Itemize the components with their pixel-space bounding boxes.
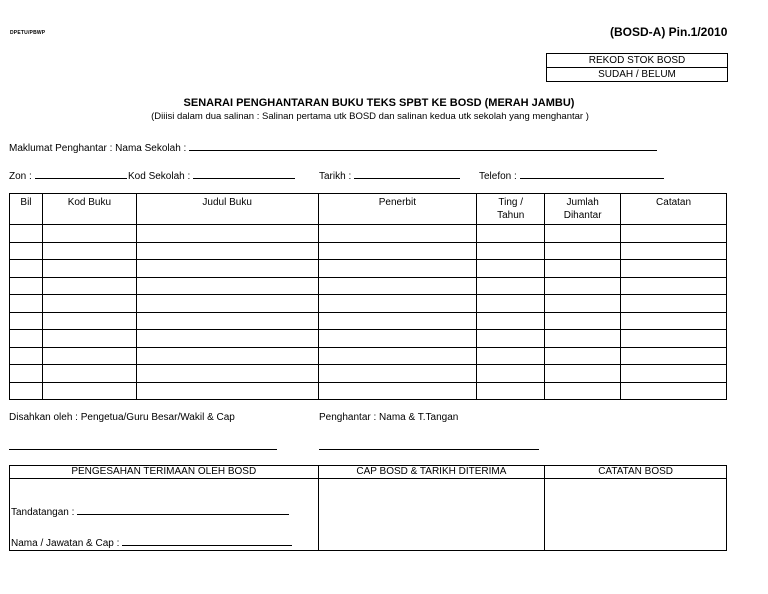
- table-cell[interactable]: [136, 295, 318, 313]
- table-cell[interactable]: [621, 365, 727, 383]
- table-row: [10, 382, 727, 400]
- table-cell[interactable]: [477, 277, 545, 295]
- table-cell[interactable]: [136, 312, 318, 330]
- table-cell[interactable]: [10, 347, 43, 365]
- table-cell[interactable]: [318, 382, 477, 400]
- table-cell[interactable]: [621, 347, 727, 365]
- table-cell[interactable]: [136, 330, 318, 348]
- table-cell[interactable]: [545, 347, 621, 365]
- tarikh-label: Tarikh :: [319, 171, 352, 182]
- table-header-row: [10, 194, 727, 225]
- table-cell[interactable]: [42, 260, 136, 278]
- table-cell[interactable]: [136, 365, 318, 383]
- table-row: [10, 295, 727, 313]
- tandatangan-line[interactable]: [77, 505, 289, 515]
- table-cell[interactable]: [621, 225, 727, 243]
- table-cell[interactable]: [621, 277, 727, 295]
- table-cell[interactable]: [318, 225, 477, 243]
- table-cell[interactable]: [42, 365, 136, 383]
- stock-status-label: SUDAH / BELUM: [547, 67, 727, 81]
- table-cell[interactable]: [42, 277, 136, 295]
- table-row: [10, 225, 727, 243]
- table-cell[interactable]: [477, 382, 545, 400]
- table-cell[interactable]: [136, 260, 318, 278]
- table-cell[interactable]: [42, 382, 136, 400]
- table-cell[interactable]: [545, 260, 621, 278]
- table-cell[interactable]: [477, 365, 545, 383]
- kod-sekolah-line[interactable]: [193, 169, 295, 179]
- bosd-stamp-header: CAP BOSD & TARIKH DITERIMA: [318, 466, 545, 479]
- table-cell[interactable]: [545, 295, 621, 313]
- column-header-judul-buku: Judul Buku: [136, 194, 318, 225]
- table-row: [10, 260, 727, 278]
- column-header-jumlah-dihantar: Jumlah Dihantar: [545, 194, 621, 225]
- table-cell[interactable]: [10, 260, 43, 278]
- column-header-bil: Bil: [10, 194, 43, 225]
- table-cell[interactable]: [621, 295, 727, 313]
- table-row: [10, 312, 727, 330]
- bosd-body-row: [10, 479, 727, 551]
- zon-line[interactable]: [35, 169, 127, 179]
- table-cell[interactable]: [621, 242, 727, 260]
- table-cell[interactable]: [477, 347, 545, 365]
- form-code: DPETU/PBWP: [10, 30, 46, 36]
- table-cell[interactable]: [10, 277, 43, 295]
- telefon-field: [479, 169, 664, 182]
- table-cell[interactable]: [318, 312, 477, 330]
- table-cell[interactable]: [318, 242, 477, 260]
- disahkan-label: Disahkan oleh : Pengetua/Guru Besar/Wakil & Cap: [9, 412, 235, 423]
- tandatangan-label: Tandatangan :: [11, 507, 75, 518]
- table-cell[interactable]: [545, 330, 621, 348]
- table-cell[interactable]: [10, 295, 43, 313]
- table-cell[interactable]: [10, 382, 43, 400]
- table-cell[interactable]: [318, 295, 477, 313]
- stock-record-box: [546, 53, 728, 82]
- table-cell[interactable]: [477, 260, 545, 278]
- column-header-penerbit: Penerbit: [318, 194, 477, 225]
- table-cell[interactable]: [477, 312, 545, 330]
- bosd-notes-cell[interactable]: [545, 479, 727, 551]
- column-header-ting-tahun: Ting / Tahun: [477, 194, 545, 225]
- sender-school-row: [9, 141, 657, 154]
- bosd-confirmation-table: [9, 465, 727, 551]
- bosd-header-row: [10, 466, 727, 479]
- stock-record-label: REKOD STOK BOSD: [588, 55, 686, 66]
- document-subtitle: (Diiisi dalam dua salinan : Salinan pertama utk BOSD dan salinan kedua utk sekolah yang menghantar ): [151, 111, 589, 122]
- table-cell[interactable]: [545, 312, 621, 330]
- table-cell[interactable]: [318, 330, 477, 348]
- table-cell[interactable]: [10, 242, 43, 260]
- nama-jawatan-line[interactable]: [122, 536, 292, 546]
- sender-school-label: Maklumat Penghantar : Nama Sekolah :: [9, 143, 187, 154]
- table-cell[interactable]: [621, 330, 727, 348]
- table-cell[interactable]: [42, 330, 136, 348]
- kod-sekolah-field: [128, 169, 295, 182]
- table-cell[interactable]: [42, 295, 136, 313]
- table-cell[interactable]: [136, 277, 318, 295]
- school-name-line[interactable]: [189, 141, 657, 151]
- disahkan-signature-line[interactable]: [9, 449, 277, 450]
- table-cell[interactable]: [136, 242, 318, 260]
- table-cell[interactable]: [318, 365, 477, 383]
- tarikh-field: [319, 169, 460, 182]
- table-cell[interactable]: [10, 330, 43, 348]
- penghantar-signature-line[interactable]: [319, 449, 539, 450]
- telefon-label: Telefon :: [479, 171, 517, 182]
- table-row: [10, 242, 727, 260]
- table-cell[interactable]: [621, 260, 727, 278]
- tarikh-line[interactable]: [354, 169, 460, 179]
- table-cell[interactable]: [477, 242, 545, 260]
- tandatangan-field: [11, 505, 289, 518]
- table-cell[interactable]: [545, 365, 621, 383]
- table-cell[interactable]: [477, 330, 545, 348]
- table-cell[interactable]: [545, 382, 621, 400]
- document-title: SENARAI PENGHANTARAN BUKU TEKS SPBT KE BOSD (MERAH JAMBU): [183, 97, 575, 109]
- table-cell[interactable]: [621, 382, 727, 400]
- table-cell[interactable]: [136, 225, 318, 243]
- table-cell[interactable]: [477, 225, 545, 243]
- nama-jawatan-field: [11, 536, 292, 549]
- column-header-kod-buku: Kod Buku: [42, 194, 136, 225]
- nama-jawatan-label: Nama / Jawatan & Cap :: [11, 538, 120, 549]
- table-row: [10, 330, 727, 348]
- bosd-confirmation-header: PENGESAHAN TERIMAAN OLEH BOSD: [10, 466, 319, 479]
- table-cell[interactable]: [545, 277, 621, 295]
- table-row: [10, 277, 727, 295]
- table-row: [10, 347, 727, 365]
- table-cell[interactable]: [42, 347, 136, 365]
- table-cell[interactable]: [10, 365, 43, 383]
- table-cell[interactable]: [42, 225, 136, 243]
- table-cell[interactable]: [10, 225, 43, 243]
- penghantar-label: Penghantar : Nama & T.Tangan: [319, 412, 459, 423]
- book-delivery-table: [9, 193, 727, 400]
- bosd-stamp-cell[interactable]: [318, 479, 545, 551]
- zon-label: Zon :: [9, 171, 32, 182]
- bosd-notes-header: CATATAN BOSD: [545, 466, 727, 479]
- table-cell[interactable]: [42, 242, 136, 260]
- table-cell[interactable]: [318, 277, 477, 295]
- table-cell[interactable]: [136, 347, 318, 365]
- table-cell[interactable]: [545, 225, 621, 243]
- table-cell[interactable]: [318, 260, 477, 278]
- table-cell[interactable]: [42, 312, 136, 330]
- table-cell[interactable]: [621, 312, 727, 330]
- form-reference: (BOSD-A) Pin.1/2010: [610, 25, 728, 39]
- table-cell[interactable]: [136, 382, 318, 400]
- table-row: [10, 365, 727, 383]
- table-cell[interactable]: [318, 347, 477, 365]
- column-header-catatan: Catatan: [621, 194, 727, 225]
- bosd-confirmation-cell: [10, 479, 319, 551]
- table-cell[interactable]: [10, 312, 43, 330]
- table-cell[interactable]: [545, 242, 621, 260]
- telefon-line[interactable]: [520, 169, 664, 179]
- zon-field: [9, 169, 127, 182]
- table-cell[interactable]: [477, 295, 545, 313]
- kod-sekolah-label: Kod Sekolah :: [128, 171, 191, 182]
